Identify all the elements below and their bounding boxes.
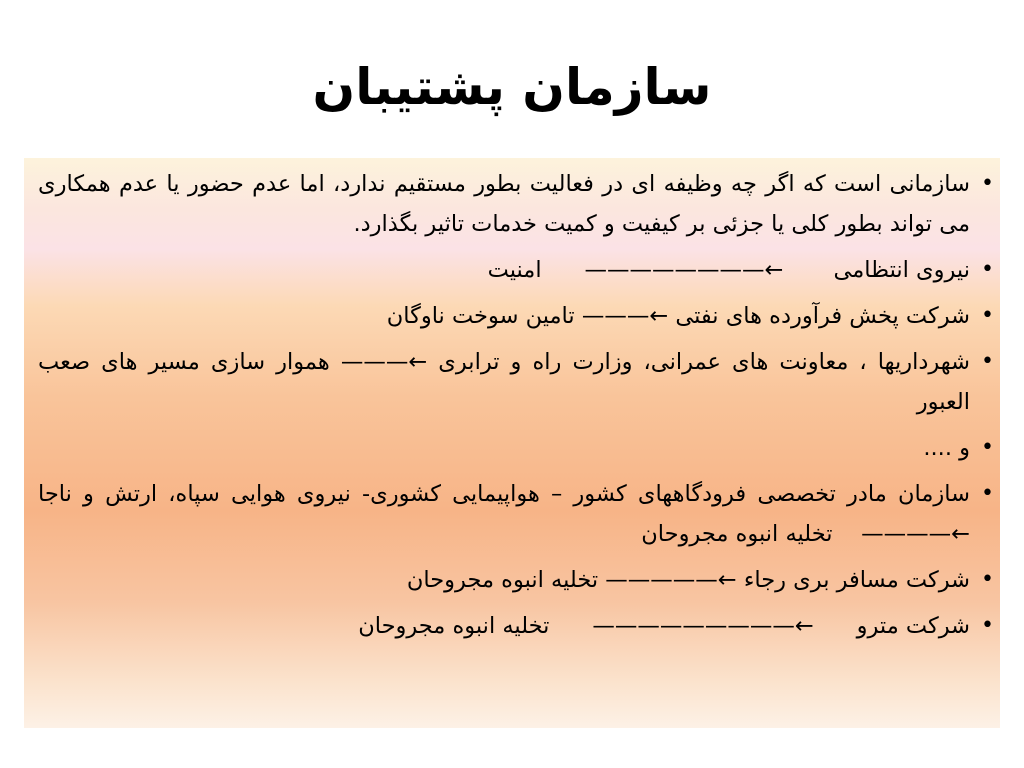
left-arrow-icon: ←——— xyxy=(340,349,428,375)
left-arrow-icon: ←——— xyxy=(581,303,669,329)
left-arrow-icon: ←———— xyxy=(861,521,970,547)
bullet-source: شرکت پخش فرآورده های نفتی xyxy=(675,303,970,329)
bullet-source: شرکت مسافر بری رجاء xyxy=(743,567,970,593)
bullet-etc xyxy=(38,428,970,468)
bullet-source: شهرداریها ، معاونت های عمرانی، وزارت راه و ترابری xyxy=(438,349,971,375)
bullet-airports xyxy=(38,474,970,554)
bullet-target: امنیت xyxy=(487,257,542,283)
bullet-definition xyxy=(38,164,970,244)
left-arrow-icon: ←————————— xyxy=(592,613,814,639)
bullet-target: تامین سوخت ناوگان xyxy=(386,303,575,329)
bullet-oil-company xyxy=(38,296,970,336)
bullet-source: سازمان مادر تخصصی فرودگاههای کشور – هواپیمایی کشوری- نیروی هوایی سپاه، ارتش و ناجا xyxy=(38,481,970,507)
bullet-municipalities xyxy=(38,342,970,422)
bullet-raja xyxy=(38,560,970,600)
content-box xyxy=(24,158,1000,728)
left-arrow-icon: ←————— xyxy=(605,567,737,593)
bullet-text: سازمانی است که اگر چه وظیفه ای در فعالیت بطور مستقیم ندارد، اما عدم حضور یا عدم همکاری می تواند بطور کلی یا جزئی بر کیفیت و کمیت خدمات تاثیر بگذارد. xyxy=(38,171,970,237)
bullet-source: شرکت مترو xyxy=(856,613,970,639)
bullet-target: تخلیه انبوه مجروحان xyxy=(358,613,550,639)
bullet-police xyxy=(38,250,970,290)
bullet-text: و .... xyxy=(923,435,970,461)
bullet-target: تخلیه انبوه مجروحان xyxy=(406,567,599,593)
bullet-metro xyxy=(38,606,970,646)
slide-title: سازمان پشتیبان xyxy=(312,58,712,116)
bullet-list xyxy=(38,164,970,646)
bullet-source: نیروی انتظامی xyxy=(833,257,970,283)
bullet-target: تخلیه انبوه مجروحان xyxy=(641,521,833,547)
bullet-target: هموار سازی مسیر های صعب العبور xyxy=(38,349,970,415)
left-arrow-icon: ←———————— xyxy=(584,257,784,283)
